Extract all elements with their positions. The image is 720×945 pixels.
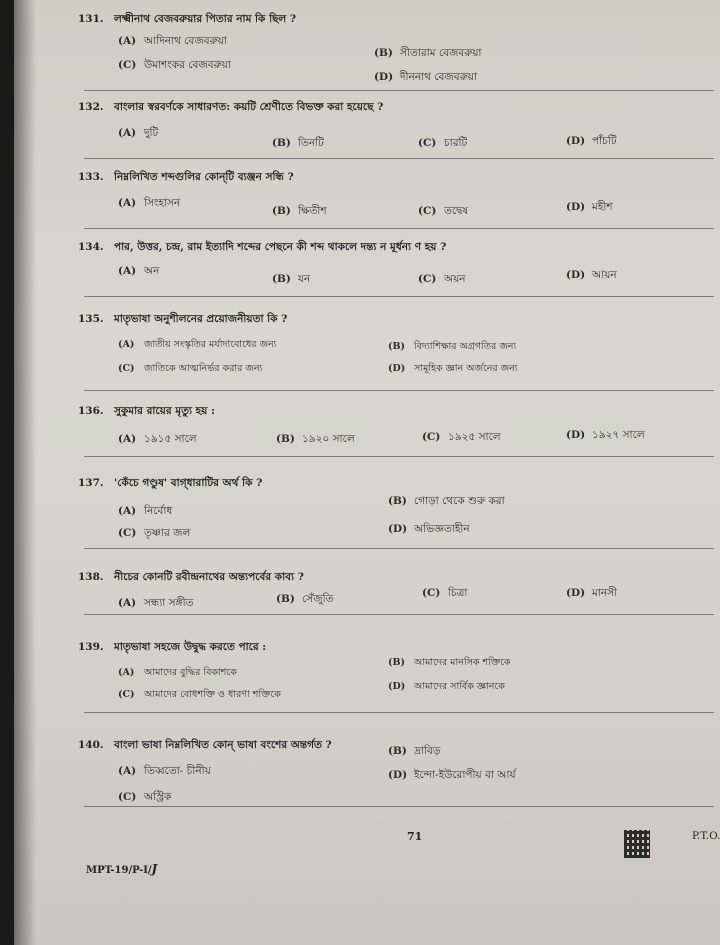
option-139-a: (A) আমাদের বুদ্ধির বিকাশকে xyxy=(118,667,237,678)
option-133-d: (D) মহীশ xyxy=(566,201,613,213)
divider xyxy=(84,390,714,391)
option-137-c: (C) তৃষ্ণার জল xyxy=(118,527,191,539)
divider xyxy=(84,712,714,713)
option-138-b: (B) সেঁজুতি xyxy=(276,593,334,605)
question-139: 139. মাতৃভাষা সহজে উদ্বুদ্ধ করতে পারে : xyxy=(78,641,267,653)
question-number: 131. xyxy=(78,13,104,25)
option-135-a: (A) জাতীয় সংস্কৃতির মর্যাদাবোধের জন্য xyxy=(118,339,277,350)
qr-code-icon xyxy=(624,830,650,858)
exam-page xyxy=(14,0,720,945)
divider xyxy=(84,296,714,297)
option-135-b: (B) বিদ্যাশিক্ষার অগ্রগতির জন্য xyxy=(388,341,517,352)
divider xyxy=(84,806,714,807)
option-131-c: (C) উমাশংকর বেজবরুয়া xyxy=(118,59,231,71)
option-132-a: (A) দুটি xyxy=(118,127,159,139)
option-133-b: (B) ক্ষিতীশ xyxy=(272,205,327,217)
option-136-a: (A) ১৯১৫ সালে xyxy=(118,433,197,445)
option-136-d: (D) ১৯২৭ সালে xyxy=(566,429,645,441)
option-138-d: (D) মানসী xyxy=(566,587,618,599)
option-134-a: (A) অন xyxy=(118,265,160,277)
question-132: 132. বাংলার স্বরবর্ণকে সাধারণত: কয়টি শ্রেণীতে বিভক্ত করা হয়েছে ? xyxy=(78,101,384,113)
option-140-d: (D) ইন্দো-ইউরোপীয় বা আর্য xyxy=(388,769,516,781)
option-137-b: (B) গোড়া থেকে শুরু করা xyxy=(388,495,505,507)
divider xyxy=(84,456,714,457)
option-137-d: (D) অভিজ্ঞতাহীন xyxy=(388,523,470,535)
option-131-b: (B) সীতারাম বেজবরুয়া xyxy=(374,47,482,59)
option-132-c: (C) চারটি xyxy=(418,137,468,149)
option-131-d: (D) দীননাথ বেজবরুয়া xyxy=(374,71,477,83)
option-140-b: (B) দ্রাবিড় xyxy=(388,745,441,757)
option-132-b: (B) তিনটি xyxy=(272,137,324,149)
divider xyxy=(84,548,714,549)
option-138-c: (C) চিত্রা xyxy=(422,587,468,599)
option-134-d: (D) আয়ন xyxy=(566,269,617,281)
divider xyxy=(84,158,714,159)
option-133-a: (A) সিংহাসন xyxy=(118,197,181,209)
page-number: 71 xyxy=(407,830,423,843)
option-139-d: (D) আমাদের সার্বিক জ্ঞানকে xyxy=(388,681,505,692)
option-136-c: (C) ১৯২৫ সালে xyxy=(422,431,501,443)
question-134: 134. পার, উত্তর, চন্দ্র, রাম ইত্যাদি শব্দের পেছনে কী শব্দ থাকলে দন্ত্য ন মূর্ধন্য ণ হয় ? xyxy=(78,241,447,253)
question-136: 136. সুকুমার রায়ের মৃত্যু হয় : xyxy=(78,405,215,417)
option-131-a: (A) আদিনাথ বেজবরুয়া xyxy=(118,35,227,47)
option-135-d: (D) সামূহিক জ্ঞান অর্জনের জন্য xyxy=(388,363,518,374)
divider xyxy=(84,90,714,91)
option-135-c: (C) জাতিকে আত্মনির্ভর করার জন্য xyxy=(118,363,263,374)
question-140: 140. বাংলা ভাষা নিম্নলিখিত কোন্ ভাষা বংশের অন্তর্গত ? xyxy=(78,739,332,751)
question-138: 138. নীচের কোনটি রবীন্দ্রনাথের অন্ত্যপর্বের কাব্য ? xyxy=(78,571,304,583)
paper-code: MPT-19/P-I/J xyxy=(86,862,158,876)
divider xyxy=(84,614,714,615)
option-140-c: (C) অস্ট্রিক xyxy=(118,791,172,803)
option-138-a: (A) সন্ধ্যা সঙ্গীত xyxy=(118,597,194,609)
question-131 xyxy=(78,12,296,29)
option-136-b: (B) ১৯২০ সালে xyxy=(276,433,355,445)
option-139-b: (B) আমাদের মানসিক শক্তিকে xyxy=(388,657,511,668)
option-134-c: (C) অয়ন xyxy=(418,273,466,285)
divider xyxy=(84,228,714,229)
option-132-d: (D) পাঁচটি xyxy=(566,135,617,147)
question-135: 135. মাতৃভাষা অনুশীলনের প্রয়োজনীয়তা কি ? xyxy=(78,313,288,325)
pto-label: P.T.O. xyxy=(692,830,720,842)
question-133: 133. নিম্নলিখিত শব্দগুলির কোন্‌টি ব্যঞ্জন সন্ধি ? xyxy=(78,171,294,183)
question-137: 137. 'কেঁচে গণ্ডুষ' বাগ্‌ধারাটির অর্থ কি ? xyxy=(78,477,263,489)
option-139-c: (C) আমাদের বোধশক্তি ও ধারণা শক্তিকে xyxy=(118,689,281,700)
option-134-b: (B) যন xyxy=(272,273,311,285)
page-edge-shadow xyxy=(14,0,36,945)
option-133-c: (C) তদ্বেষ xyxy=(418,205,469,217)
option-137-a: (A) নির্বোধ xyxy=(118,505,173,517)
question-text: লক্ষ্মীনাথ বেজবরুয়ার পিতার নাম কি ছিল ? xyxy=(114,13,297,25)
option-140-a: (A) তিব্বতো- চীনীয় xyxy=(118,765,211,777)
